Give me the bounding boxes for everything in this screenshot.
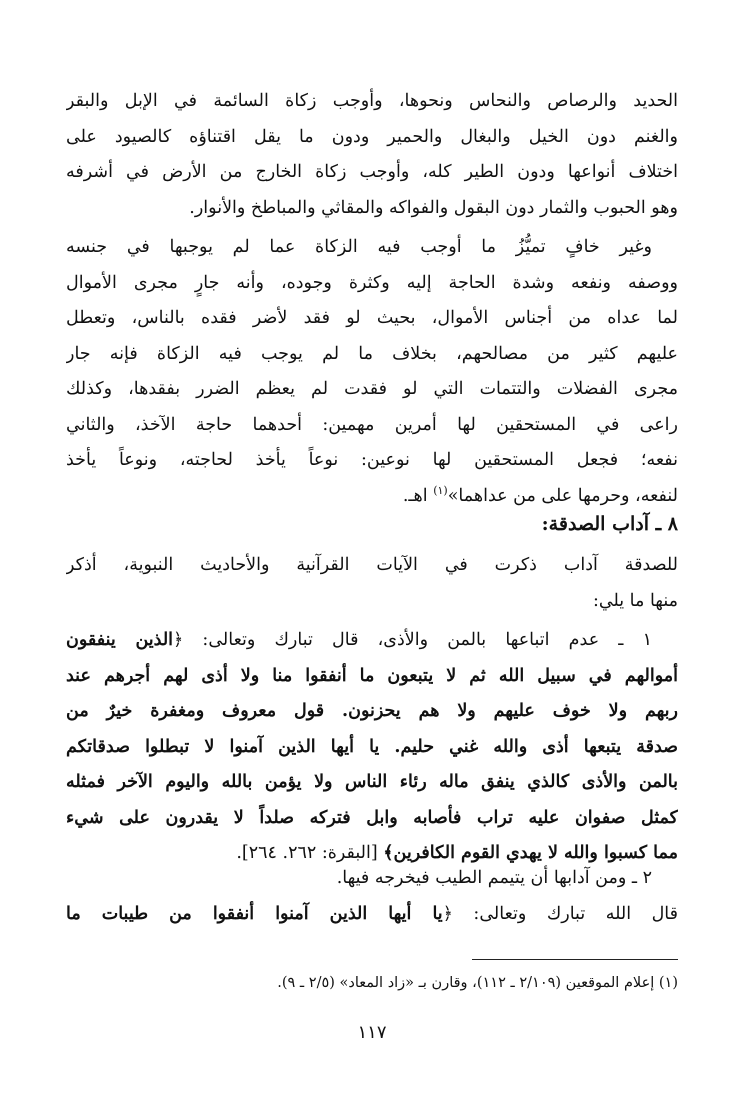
item-1-intro: ١ ـ عدم اتباعها بالمن والأذى، قال تبارك وتعالى: ﴿ [173,630,652,650]
item-2-intro: قال الله تبارك وتعالى: ﴿ [442,903,678,924]
text-line [66,623,678,659]
footnote-marker: (١) [433,483,448,497]
footnote-divider [472,959,678,960]
verse-line: كمثل صفوان عليه تراب فأصابه وابل فتركه صلداً لا يقدرون على شيء [66,807,678,828]
verse-line: أموالهم في سبيل الله ثم لا يتبعون ما أنفقوا منا ولا أذى لهم أجرهم عند [66,665,678,686]
text-line: مجرى الفضلات والتتمات التي لو فقدت لم يعظم الضرر بفقدها، وكذلك [66,379,678,399]
text-line: ٢ ـ ومن آدابها أن يتيمم الطيب فيخرجه فيها. [336,868,652,888]
text-line: والغنم دون الخيل والبغال والحمير ودون ما يقل اقتناؤه كالصيود على [66,126,678,147]
verse-line: بالمن والأذى كالذي ينفق ماله رئاء الناس ولا يؤمن بالله واليوم الآخر فمثله [66,772,678,792]
paragraph-zakat-wisdom [66,230,678,514]
text-line: وهو الحبوب والثمار دون البقول والفواكه والمقاثي والمباطخ والأنوار. [189,197,678,218]
text-line: لما عداه من أجناس الأموال، بحيث لو فقد لأضر فقده بالناس، وتعطل [66,308,678,328]
text-line: عليهم كثير من مصالحهم، بخلاف ما لم يوجب فيه الزكاة فإنه جار [66,343,678,364]
text-line [66,897,678,933]
text-line: منها ما يلي: [592,590,678,611]
text-line: للصدقة آداب ذكرت في الآيات القرآنية والأحاديث النبوية، أذكر [66,555,678,575]
verse-line: صدقة يتبعها أذى والله غني حليم. يا أيها الذين آمنوا لا تبطلوا صدقاتكم [66,736,678,757]
page-number: ١١٧ [357,1022,387,1043]
quote-end-text: لنفعه، وحرمها على من عداهما» [447,485,678,506]
verse-line: ربهم ولا خوف عليهم ولا هم يحزنون. قول معروف ومغفرة خيرٌ من [66,701,678,721]
verse-reference: [البقرة: ٢٦٢. ٢٦٤]. [236,843,384,863]
verse-text: يا أيها الذين آمنوا أنفقوا من طيبات ما [66,903,443,924]
section-heading: ٨ ـ آداب الصدقة: [541,513,678,535]
paragraph-zakat-categories [66,84,678,226]
text-line: الحديد والرصاص والنحاس ونحوها، وأوجب زكاة السائمة في الإبل والبقر [66,91,678,111]
text-line: اختلاف أنواعها ودون الطير كله، وأوجب زكاة الخارج من الأرض في أشرفه [66,162,678,182]
text-line: نفعه؛ فجعل المستحقين لها نوعين: نوعاً يأخذ لحاجته، ونوعاً يأخذ [66,450,678,470]
list-item-1 [66,623,678,872]
text-line: ووصفه ونفعه وشدة الحاجة إليه وكثرة وجوده، وأنه جارٍ مجرى الأموال [66,272,678,293]
verse-text: الذين ينفقون [66,630,174,650]
list-item-2 [66,861,678,932]
quote-closing: اهـ. [402,485,434,506]
text-line: وغير خافٍ تميُّزُ ما أوجب فيه الزكاة عما لم يوجبها في جنسه [66,237,652,257]
text-line: راعى في المستحقين لها أمرين مهمين: أحدهما حاجة الآخذ، والثاني [66,414,678,435]
footnote: (١) إعلام الموقعين (٢/١٠٩ ـ ١١٢)، وقارن بـ «زاد المعاد» (٢/٥ ـ ٩). [277,975,678,991]
verse-text: مما كسبوا والله لا يهدي القوم الكافرين﴾ [383,843,678,863]
paragraph-intro-adab [66,548,678,619]
